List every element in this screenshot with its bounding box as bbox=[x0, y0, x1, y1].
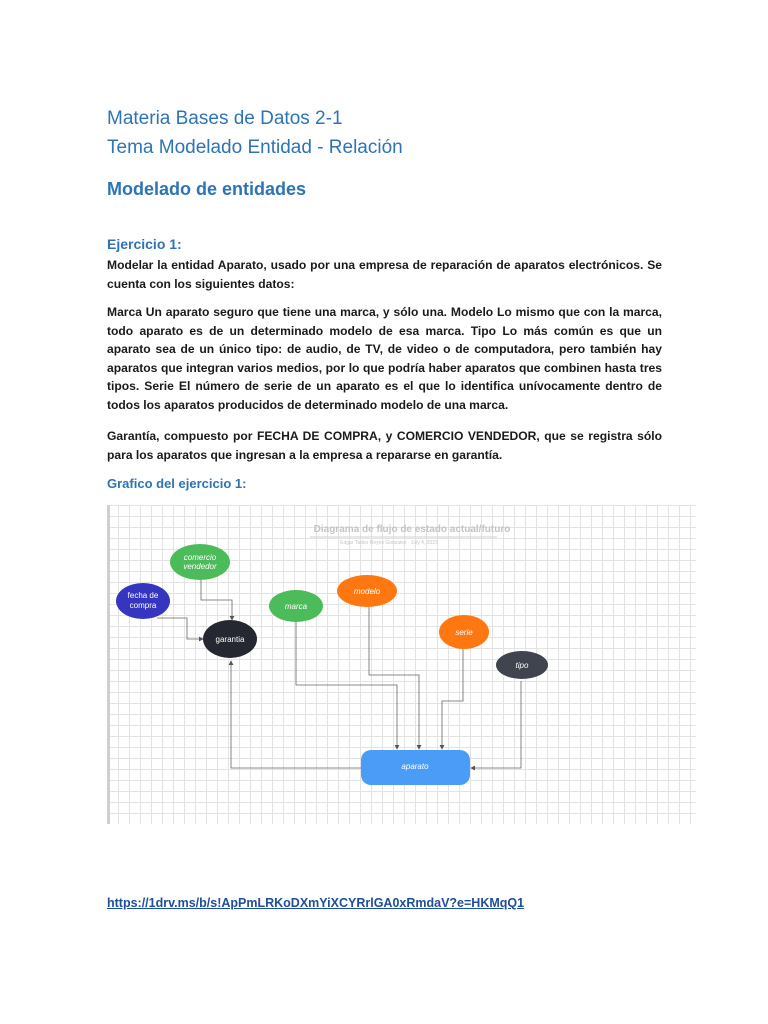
topic-heading: Tema Modelado Entidad - Relación bbox=[107, 137, 403, 158]
connector-comercio-garantia bbox=[201, 580, 232, 620]
paragraph-garantia: Garantía, compuesto por FECHA DE COMPRA, y COMERCIO VENDEDOR, que se registra sólo para los aparatos que ingresan a la empresa a repararse en garantía. bbox=[107, 429, 662, 462]
paragraph-attributes: Marca Un aparato seguro que tiene una marca, y sólo una. Modelo Lo mismo que con la marca, todo aparato es de un determinado modelo de esa marca. Tipo Lo más común es que un aparato sea de un único tipo: de audio, de TV, de video o de computadora, pero también hay aparatos que integran varios medios, por lo que podría haber aparatos que combinen hasta tres tipos. Serie El número de serie de un aparato es el que lo identifica unívocamente dentro de todos los aparatos producidos de determinado modelo de una marca. bbox=[107, 305, 662, 412]
onedrive-link[interactable]: https://1drv.ms/b/s!ApPmLRKoDXmYiXCYRrlGA0xRmdaV?e=HKMqQ1 bbox=[107, 896, 525, 910]
er-diagram bbox=[107, 505, 696, 824]
node-comercio-vendedor-label-2: vendedor bbox=[183, 562, 217, 571]
node-garantia bbox=[203, 620, 257, 658]
node-serie bbox=[439, 615, 489, 649]
node-modelo-label: modelo bbox=[353, 587, 381, 596]
connector-serie-aparato bbox=[442, 648, 463, 749]
subject-heading: Materia Bases de Datos 2-1 bbox=[107, 108, 343, 129]
connector-fecha-garantia bbox=[157, 618, 203, 639]
node-marca bbox=[269, 590, 323, 622]
connector-modelo-aparato bbox=[369, 606, 419, 749]
paragraph-intro: Modelar la entidad Aparato, usado por una empresa de reparación de aparatos electrónicos. Se cuenta con los siguientes datos: bbox=[107, 258, 662, 291]
er-diagram-svg bbox=[107, 505, 696, 824]
node-fecha-de-compra-label-1: fecha de bbox=[127, 591, 159, 600]
exercise-heading: Ejercicio 1: bbox=[107, 236, 182, 252]
connector-tipo-aparato bbox=[471, 681, 521, 768]
diagram-title: Diagrama de flujo de estado actual/futuro bbox=[313, 524, 511, 535]
node-serie-label: serie bbox=[455, 628, 473, 637]
node-marca-label: marca bbox=[284, 602, 308, 611]
node-comercio-vendedor-label-1: comercio bbox=[183, 553, 217, 562]
node-fecha-de-compra bbox=[116, 583, 170, 619]
diagram-subtitle: Edgar Tadeo Reyes Gonzalez · July 4, 2023 bbox=[340, 540, 438, 546]
connector-marca-aparato bbox=[296, 622, 397, 749]
node-garantia-label: garantia bbox=[215, 635, 245, 644]
node-aparato-label: aparato bbox=[401, 762, 429, 771]
node-modelo bbox=[337, 575, 397, 607]
section-heading: Modelado de entidades bbox=[107, 179, 307, 199]
node-comercio-vendedor bbox=[170, 544, 230, 580]
node-aparato bbox=[361, 750, 470, 785]
node-tipo-label: tipo bbox=[515, 661, 529, 670]
node-fecha-de-compra-label-2: compra bbox=[129, 601, 157, 610]
node-tipo bbox=[496, 651, 548, 679]
graphic-heading: Grafico del ejercicio 1: bbox=[107, 476, 247, 491]
